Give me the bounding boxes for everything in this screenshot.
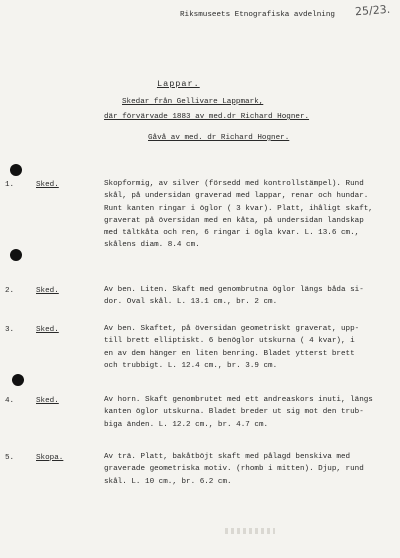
description-line: Av trä. Platt, bakåtböjt skaft med pålagd benskiva med	[104, 453, 351, 461]
item-description	[104, 394, 390, 431]
item-number: 3.	[5, 326, 15, 334]
item-name: Sked.	[36, 181, 59, 189]
item-description	[104, 284, 390, 309]
punch-hole	[10, 164, 22, 176]
item-name: Sked.	[36, 287, 59, 295]
subtitle-line-2: där förvärvade 1883 av med.dr Richard Hogner.	[104, 113, 310, 121]
item-name: Sked.	[36, 397, 59, 405]
description-line: kanten öglor utskurna. Bladet breder ut sig mot den trub-	[104, 408, 364, 417]
description-line: Runt kanten ringar i öglor ( 3 kvar). Platt, ihåligt skaft,	[104, 204, 373, 213]
description-line: med tältkåta och ren, 6 ringar i ögla kvar. L. 13.6 cm.,	[104, 229, 360, 238]
description-line: och trubbigt. L. 12.4 cm., br. 3.9 cm.	[104, 361, 278, 370]
description-line: graverade geometriska motiv. (rhomb i mitten). Djup, rund	[104, 465, 364, 474]
description-line: skål, på undersidan graverad med lappar, renar och hundar.	[104, 192, 369, 201]
description-line: Av ben. Skaftet, på översidan geometriskt graverat, upp-	[104, 325, 360, 333]
description-line: till brett elliptiskt. 6 benöglor utskurna ( 4 kvar), i	[104, 337, 355, 346]
description-line: dor. Oval skål. L. 13.1 cm., br. 2 cm.	[104, 298, 278, 307]
document-title: Lappar.	[157, 79, 200, 89]
item-description	[104, 178, 390, 252]
description-line: Av horn. Skaft genombrutet med ett andreaskors inuti, längs	[104, 396, 373, 404]
punch-hole	[10, 249, 22, 261]
description-line: biga änden. L. 12.2 cm., br. 4.7 cm.	[104, 420, 269, 429]
institution-header: Riksmuseets Etnografiska avdelning	[180, 11, 335, 19]
subtitle-line-1: Skedar från Gellivare Lappmark,	[122, 98, 264, 106]
item-number: 5.	[5, 454, 15, 462]
page-number: 25/23.	[354, 2, 391, 19]
item-number: 2.	[5, 287, 15, 295]
item-name: Skopa.	[36, 454, 64, 462]
description-line: skål. L. 10 cm., br. 6.2 cm.	[104, 477, 232, 486]
description-line: graverat på översidan med en kåta, på undersidan landskap	[104, 216, 364, 225]
description-line: Skopformig, av silver (försedd med kontrollstämpel). Rund	[104, 180, 364, 188]
item-number: 1.	[5, 181, 15, 189]
item-number: 4.	[5, 397, 15, 405]
item-name: Sked.	[36, 326, 59, 334]
gift-line: Gåvå av med. dr Richard Hogner.	[148, 134, 290, 142]
description-line: skålens diam. 8.4 cm.	[104, 241, 200, 250]
description-line: en av dem hänger en liten benring. Bladet ytterst brett	[104, 349, 355, 358]
description-line: Av ben. Liten. Skaft med genombrutna öglor längs båda si-	[104, 286, 364, 294]
faint-bleed-through-mark	[225, 528, 275, 534]
punch-hole	[12, 374, 24, 386]
item-description	[104, 451, 390, 488]
item-description	[104, 323, 390, 372]
